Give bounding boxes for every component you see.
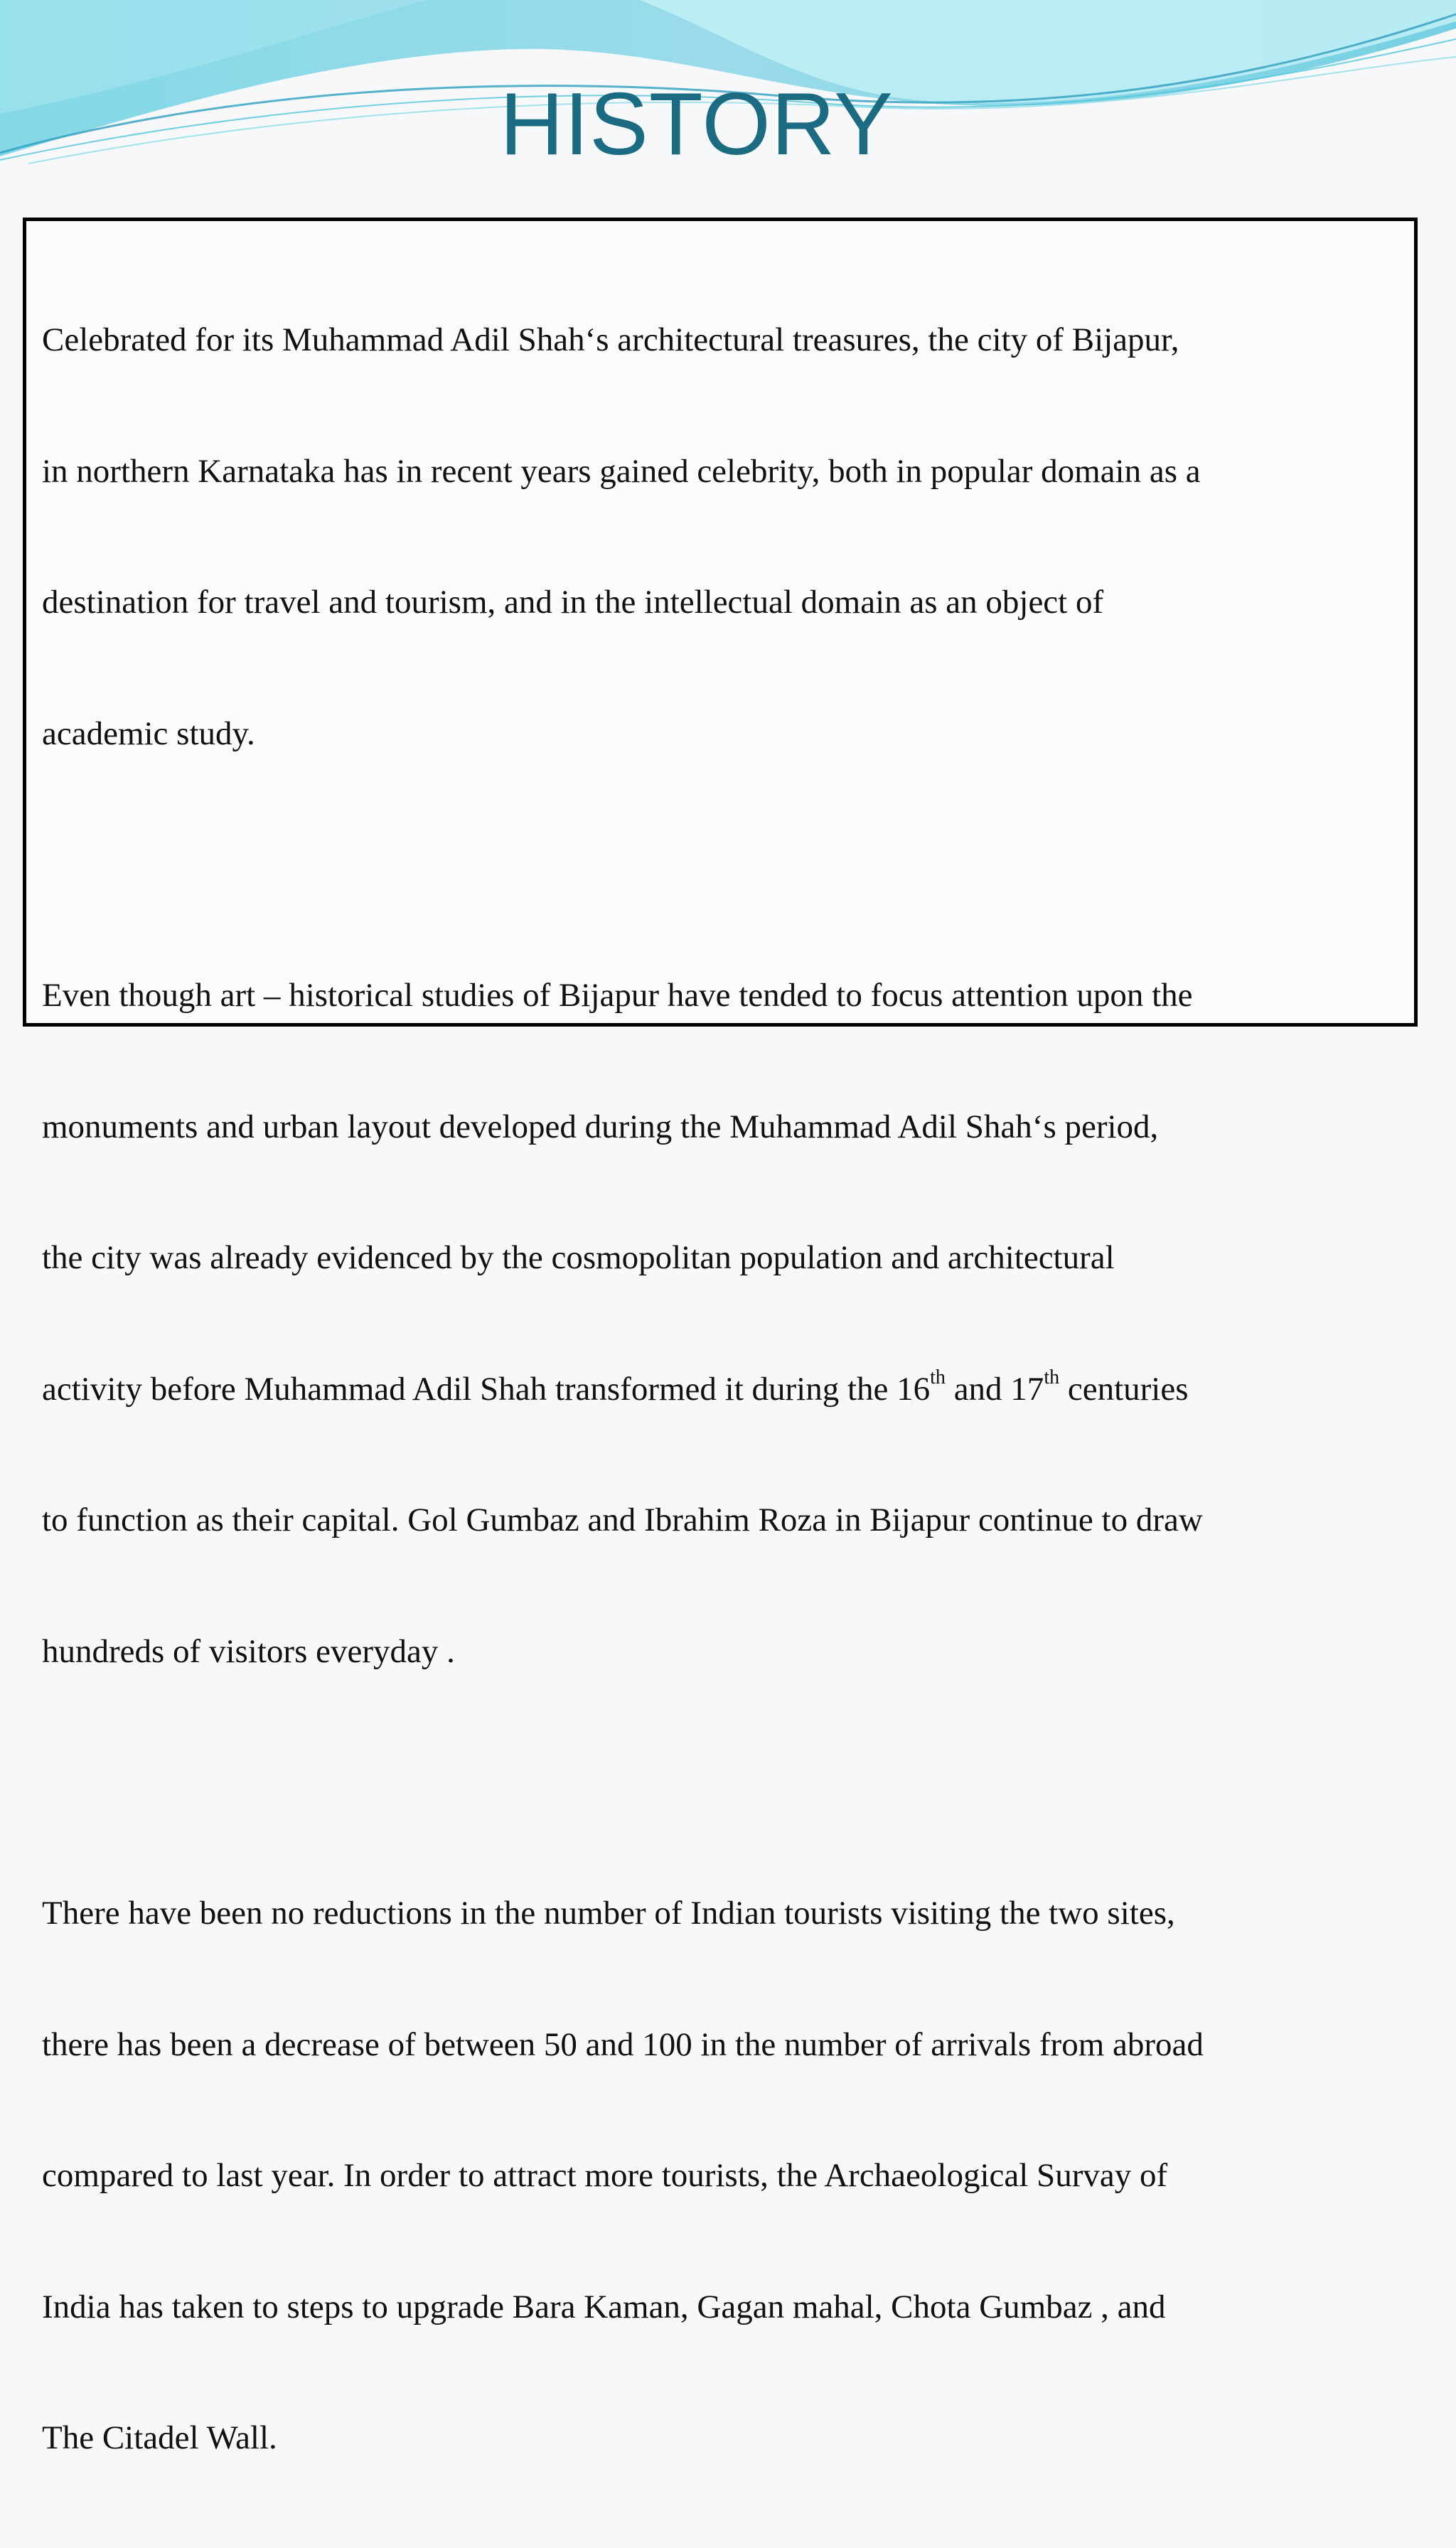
paragraph-tourism	[42, 1804, 1400, 2548]
text-fragment: centuries	[1059, 1370, 1189, 1408]
text-line: destination for travel and tourism, and in the intellectual domain as an object of	[42, 584, 1104, 621]
text-line: compared to last year. In order to attract more tourists, the Archaeological Survay of	[42, 2157, 1168, 2194]
text-line: to function as their capital. Gol Gumbaz and Ibrahim Roza in Bijapur continue to draw	[42, 1502, 1203, 1538]
paragraph-art-history	[42, 887, 1400, 1761]
text-line: India has taken to steps to upgrade Bara Kaman, Gagan mahal, Chota Gumbaz , and	[42, 2288, 1166, 2325]
text-line: academic study.	[42, 714, 255, 752]
text-line: there has been a decrease of between 50 and 100 in the number of arrivals from abroad	[42, 2025, 1204, 2063]
text-line: Even though art – historical studies of Bijapur have tended to focus attention upon the	[42, 977, 1193, 1014]
text-line: hundreds of visitors everyday .	[42, 1632, 455, 1670]
text-line: the city was already evidenced by the cosmopolitan population and architectural	[42, 1239, 1115, 1276]
text-fragment: activity before Muhammad Adil Shah transformed it during the 16	[42, 1370, 931, 1408]
text-line: in northern Karnataka has in recent years gained celebrity, both in popular domain as a	[42, 452, 1201, 490]
text-line: The Citadel Wall.	[42, 2419, 277, 2456]
slide-title: HISTORY	[500, 75, 894, 173]
text-line: There have been no reductions in the number of Indian tourists visiting the two sites,	[42, 1895, 1175, 1932]
ordinal-suffix: th	[1044, 1366, 1060, 1388]
ordinal-suffix: th	[930, 1366, 946, 1388]
history-text-box	[23, 218, 1418, 2456]
text-fragment: and 17	[945, 1370, 1044, 1408]
text-line: monuments and urban layout developed during the Muhammad Adil Shah‘s period,	[42, 1108, 1159, 1145]
paragraph-intro	[42, 231, 1400, 843]
text-line-centuries	[42, 1368, 1400, 1412]
text-line: Celebrated for its Muhammad Adil Shah‘s architectural treasures, the city of Bijapur,	[42, 321, 1179, 358]
